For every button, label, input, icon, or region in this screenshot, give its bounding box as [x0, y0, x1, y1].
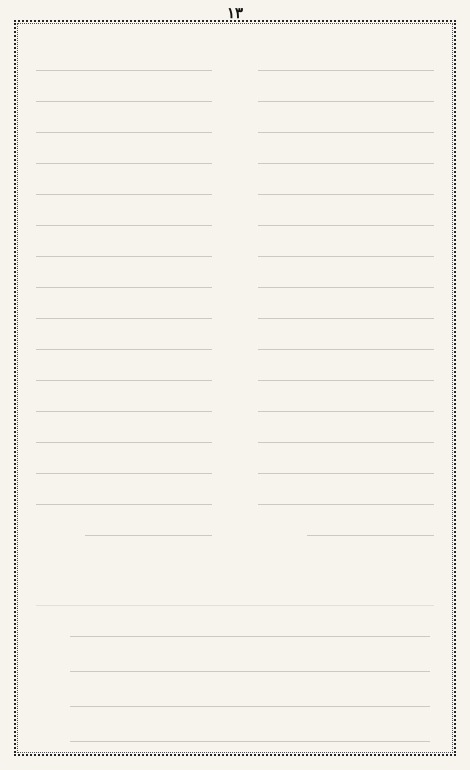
bottom-line — [70, 618, 430, 637]
right-line — [258, 79, 434, 102]
left-line — [36, 389, 212, 412]
right-line — [258, 265, 434, 288]
left-line — [36, 48, 212, 71]
right-line — [258, 482, 434, 505]
left-line — [36, 327, 212, 350]
left-line — [36, 203, 212, 226]
left-line — [36, 141, 212, 164]
right-line — [258, 327, 434, 350]
right-line — [258, 420, 434, 443]
left-line — [36, 172, 212, 195]
section-divider — [36, 605, 434, 606]
left-line — [85, 513, 212, 536]
bottom-section — [70, 618, 430, 758]
right-line — [258, 141, 434, 164]
left-line — [36, 79, 212, 102]
left-line — [36, 358, 212, 381]
bottom-line — [70, 653, 430, 672]
right-line — [258, 172, 434, 195]
right-line — [258, 234, 434, 257]
left-line — [36, 296, 212, 319]
left-line — [36, 234, 212, 257]
left-line — [36, 420, 212, 443]
right-line — [258, 48, 434, 71]
left-line — [36, 482, 212, 505]
right-line — [258, 358, 434, 381]
right-line — [258, 451, 434, 474]
right-line — [258, 389, 434, 412]
left-column — [36, 48, 212, 544]
left-line — [36, 265, 212, 288]
right-line — [258, 296, 434, 319]
bottom-line — [70, 723, 430, 742]
right-line — [258, 110, 434, 133]
right-column — [258, 48, 434, 544]
left-line — [36, 451, 212, 474]
right-line — [307, 513, 434, 536]
page-number: ١٣ — [226, 4, 244, 22]
right-line — [258, 203, 434, 226]
left-line — [36, 110, 212, 133]
bottom-line — [70, 688, 430, 707]
